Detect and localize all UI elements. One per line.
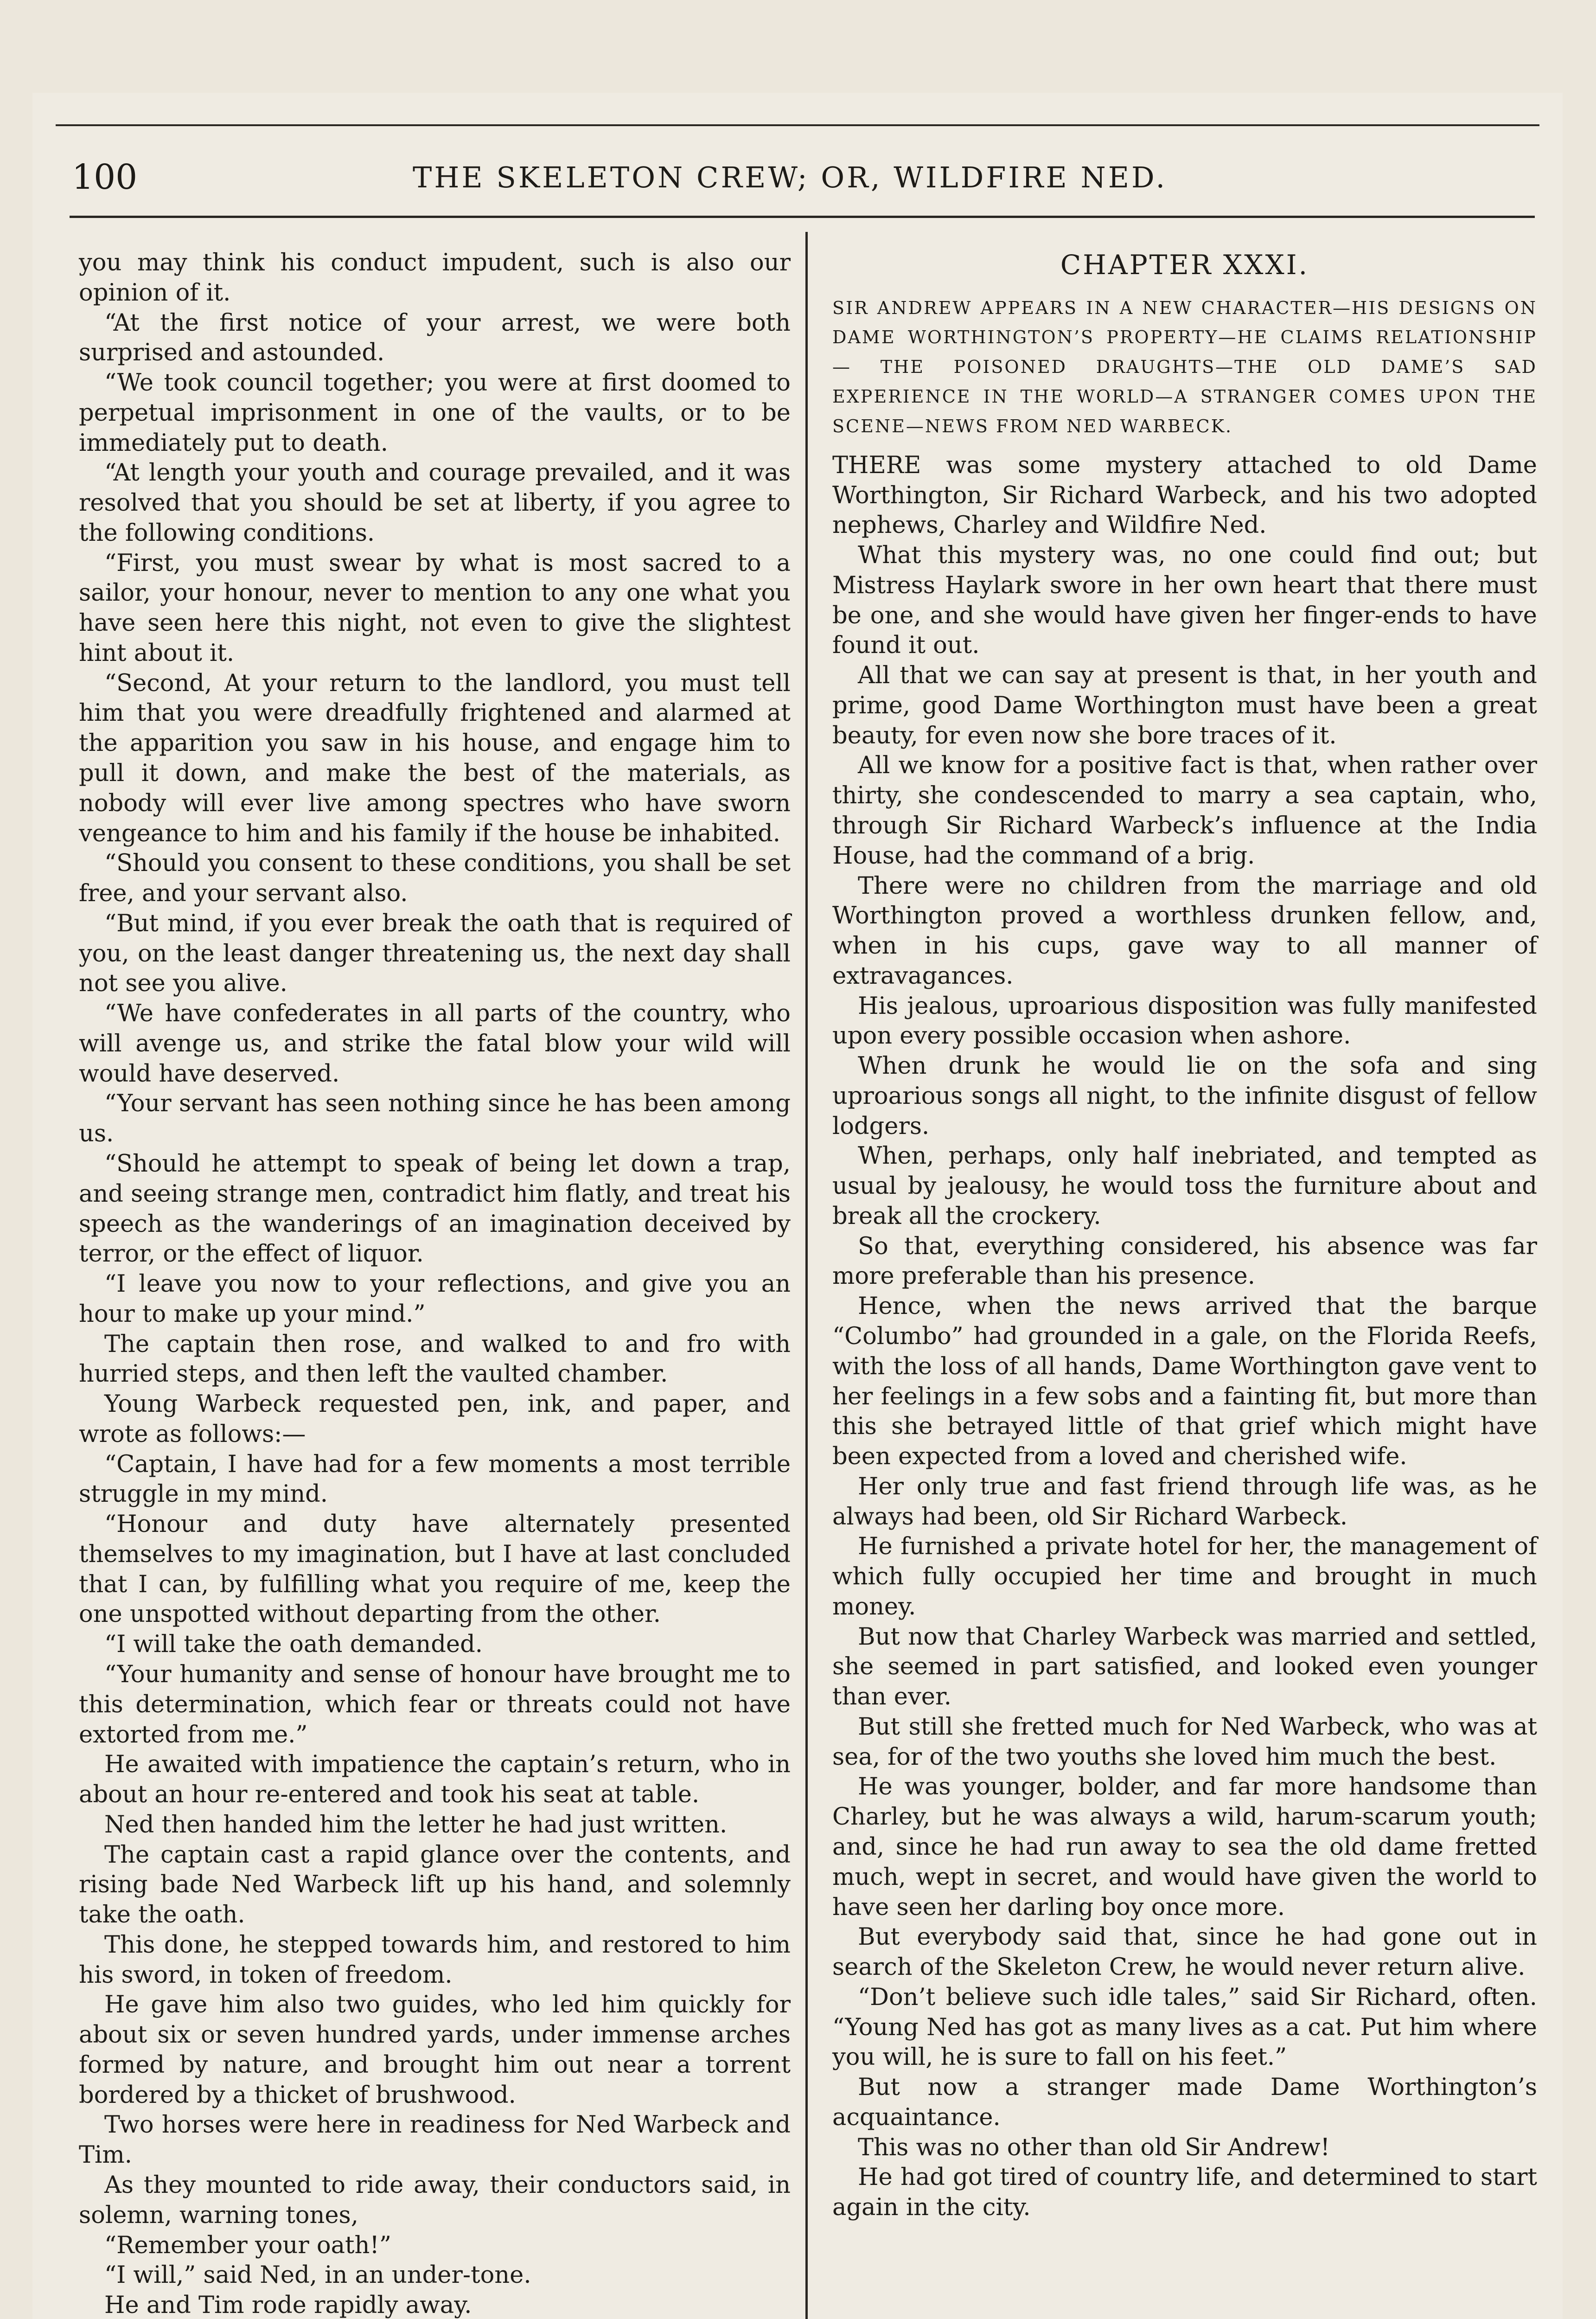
paragraph: He was younger, bolder, and far more handsome than Charley, but he was always a wild, harum-scarum youth; and, since he had run away to sea the old dame fretted much, wept in secret, and would have given the world to have seen her darling boy once more. [832,1773,1537,1921]
paragraph: What this mystery was, no one could find out; but Mistress Haylark swore in her own heart that there must be one, and she would have given her finger-ends to have found it out. [832,542,1537,660]
paragraph: He furnished a private hotel for her, the management of which fully occupied her time and brought in much money. [832,1533,1537,1621]
paragraph: “Should you consent to these conditions, you shall be set free, and your servant also. [79,850,791,908]
paragraph: “Should he attempt to speak of being let down a trap, and seeing strange men, contradict him flatly, and treat his speech as the wanderings of an imagination deceived by terror, or the effect of liquor. [79,1150,791,1268]
column-divider [805,232,808,2319]
paragraph: This was no other than old Sir Andrew! [858,2133,1330,2161]
paragraph: “First, you must swear by what is most sacred to a sailor, your honour, never to mention to any one what you have seen here this night, not even to give the slightest hint about it. [79,549,791,667]
paragraph: But now a stranger made Dame Worthington’s acquaintance. [832,2074,1537,2131]
chapter-title: CHAPTER XXXI. [1060,249,1309,281]
paragraph: As they mounted to ride away, their conductors said, in solemn, warning tones, [79,2172,791,2229]
paragraph: “Captain, I have had for a few moments a most terrible struggle in my mind. [79,1450,791,1508]
paragraph: Two horses were here in readiness for Ned Warbeck and Tim. [79,2111,791,2169]
paragraph: “We took council together; you were at first doomed to perpetual imprisonment in one of the vaults, or to be immediately put to death. [79,369,791,457]
running-title: THE SKELETON CREW; OR, WILDFIRE NED. [413,160,1168,194]
paragraph: All that we can say at present is that, in her youth and prime, good Dame Worthington must have been a great beauty, for even now she bore traces of it. [832,662,1537,750]
paragraph: When, perhaps, only half inebriated, and tempted as usual by jealousy, he would toss the furniture about and break all the crockery. [832,1142,1537,1230]
paragraph: Ned then handed him the letter he had just written. [104,1811,728,1839]
paragraph: “I will take the oath demanded. [104,1631,483,1659]
left-column [79,248,791,2319]
paragraph: “Your humanity and sense of honour have brought me to this determination, which fear or threats could not have extorted from me.” [79,1660,791,1749]
paragraph: He gave him also two guides, who led him quickly for about six or seven hundred yards, under immense arches formed by nature, and brought him out near a torrent bordered by a thicket of brushwood. [79,1991,791,2109]
paragraph: “Your servant has seen nothing since he has been among us. [79,1090,791,1148]
paragraph: “Honour and duty have alternately presented themselves to my imagination, but I have at last concluded that I can, by fulfilling what you require of me, keep the one unspotted without departing from the other. [79,1511,791,1628]
header-rule [70,216,1535,218]
paragraph: He had got tired of country life, and determined to start again in the city. [832,2164,1537,2222]
chapter-summary: SIR ANDREW APPEARS IN A NEW CHARACTER—HIS DESIGNS ON DAME WORTHINGTON’S PROPERTY—HE CLAIMS RELATIONSHIP — THE POISONED DRAUGHTS—THE OLD DAME’S SAD EXPERIENCE IN THE WORLD—A STRANGER COMES UPON THE SCENE—NEWS FROM NED WARBECK. [832,297,1537,436]
paragraph: This done, he stepped towards him, and restored to him his sword, in token of freedom. [79,1931,791,1989]
paragraph: THERE was some mystery attached to old Dame Worthington, Sir Richard Warbeck, and his two adopted nephews, Charley and Wildfire Ned. [832,451,1537,539]
paragraph: “But mind, if you ever break the oath that is required of you, on the least danger threatening us, the next day shall not see you alive. [79,910,791,998]
paragraph: “At length your youth and courage prevailed, and it was resolved that you should be set at liberty, if you agree to the following conditions. [79,459,791,547]
paragraph: There were no children from the marriage and old Worthington proved a worthless drunken fellow, and, when in his cups, gave way to all manner of extravagances. [832,872,1537,990]
paragraph: Her only true and fast friend through life was, as he always had been, old Sir Richard Warbeck. [832,1473,1537,1531]
paragraph: But now that Charley Warbeck was married and settled, she seemed in part satisfied, and looked even younger than ever. [832,1623,1537,1711]
paragraph: He awaited with impatience the captain’s return, who in about an hour re-entered and took his seat at table. [79,1751,791,1809]
paragraph: All we know for a positive fact is that, when rather over thirty, she condescended to marry a sea captain, who, through Sir Richard Warbeck’s influence at the India House, had the command of a brig. [832,752,1537,870]
top-border-rule [56,124,1539,126]
paragraph: “I leave you now to your reflections, and give you an hour to make up your mind.” [79,1270,791,1328]
paragraph: “Don’t believe such idle tales,” said Sir Richard, often. “Young Ned has got as many lives as a cat. Put him where you will, he is sure to fall on his feet.” [832,1983,1537,2071]
paragraph: “We have confederates in all parts of the country, who will avenge us, and strike the fatal blow your wild will would have deserved. [79,1000,791,1088]
paragraph: When drunk he would lie on the sofa and sing uproarious songs all night, to the infinite disgust of fellow lodgers. [832,1052,1537,1140]
paragraph: “At the first notice of your arrest, we were both surprised and astounded. [79,309,791,367]
paragraph: The captain then rose, and walked to and fro with hurried steps, and then left the vaulted chamber. [79,1330,791,1388]
paragraph: “Remember your oath!” [104,2231,391,2259]
paragraph: The captain cast a rapid glance over the contents, and rising bade Ned Warbeck lift up his hand, and solemnly take the oath. [79,1841,791,1929]
paragraph: “I will,” said Ned, in an under-tone. [104,2261,531,2289]
paragraph: But everybody said that, since he had gone out in search of the Skeleton Crew, he would never return alive. [832,1923,1537,1981]
paragraph: Young Warbeck requested pen, ink, and paper, and wrote as follows:— [79,1390,791,1448]
right-column [832,248,1537,2223]
paragraph: So that, everything considered, his absence was far more preferable than his presence. [832,1232,1537,1290]
page-number: 100 [72,157,138,197]
paragraph: He and Tim rode rapidly away. [104,2292,472,2319]
paragraph: you may think his conduct impudent, such is also our opinion of it. [79,249,791,307]
paragraph: His jealous, uproarious disposition was fully manifested upon every possible occasion when ashore. [832,992,1537,1050]
paragraph: Hence, when the news arrived that the barque “Columbo” had grounded in a gale, on the Florida Reefs, with the loss of all hands, Dame Worthington gave vent to her feelings in a few sobs and a fainting fit, but more than this she betrayed little of that grief which might have been expected from a loved and cherished wife. [832,1293,1537,1471]
paragraph: “Second, At your return to the landlord, you must tell him that you were dreadfully frightened and alarmed at the apparition you saw in his house, and engage him to pull it down, and make the best of the materials, as nobody will ever live among spectres who have sworn vengeance to him and his family if the house be inhabited. [79,669,791,847]
paragraph: But still she fretted much for Ned Warbeck, who was at sea, for of the two youths she loved him much the best. [832,1713,1537,1771]
